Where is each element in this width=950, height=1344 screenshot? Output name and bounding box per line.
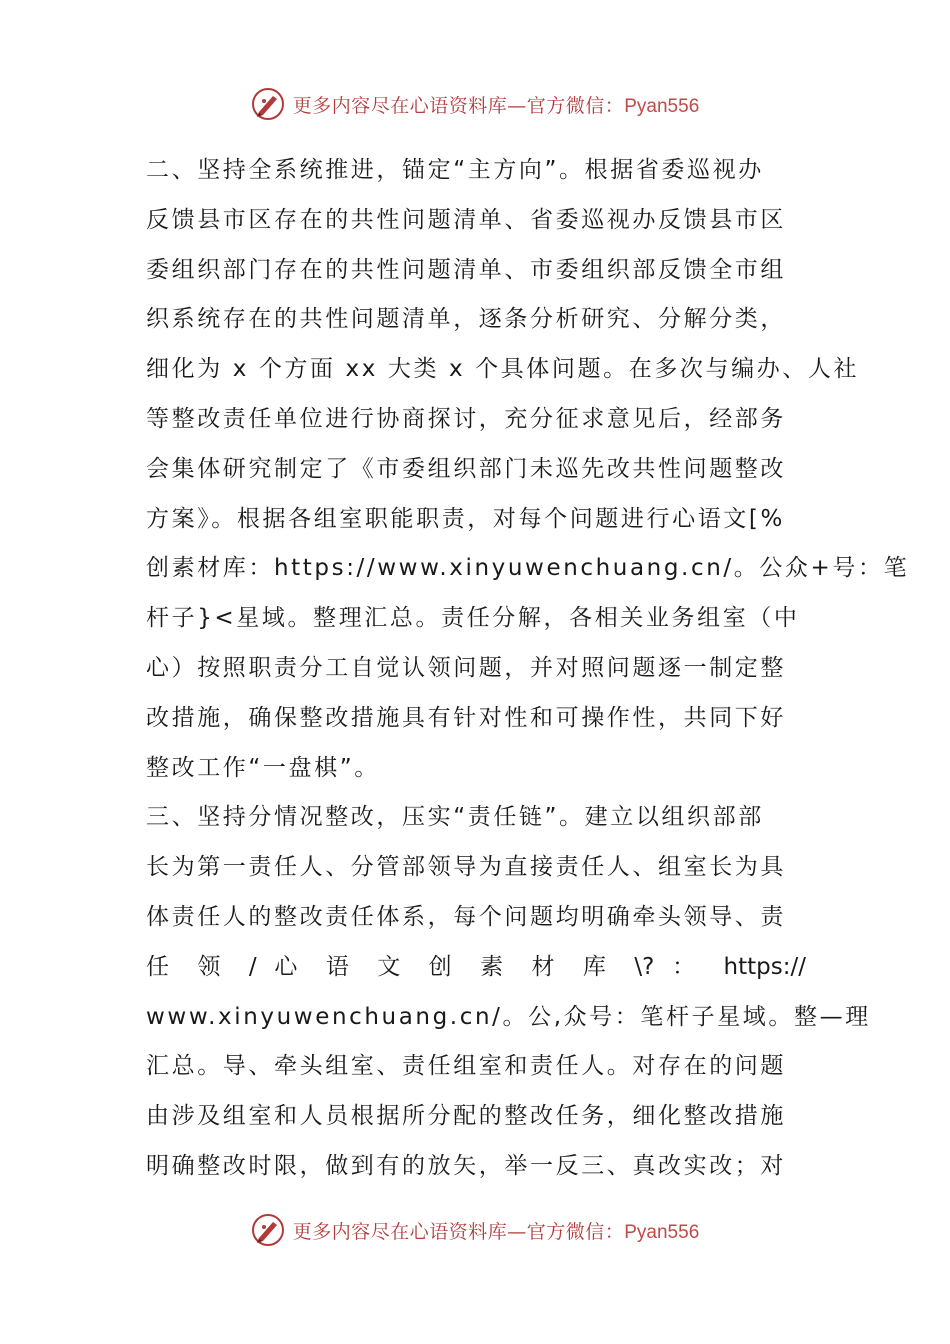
banner-text: 更多内容尽在心语资料库—官方微信：Pyan556	[292, 94, 700, 117]
footer-banner	[0, 1210, 950, 1250]
text-line: 细化为 x 个方面 xx 大类 x 个具体问题。在多次与编办、人社	[146, 356, 860, 383]
text-line: www.xinyuwenchuang.cn/。公,众号：笔杆子星域。整—理	[146, 1003, 871, 1030]
text-line: 反馈县市区存在的共性问题清单、省委巡视办反馈县市区	[146, 206, 786, 233]
text-line: 二、坚持全系统推进，锚定“主方向”。根据省委巡视办	[146, 157, 764, 183]
text-line: 方案》。根据各组室职能职责，对每个问题进行心语文[%	[146, 505, 785, 532]
pen-logo-icon	[251, 87, 285, 121]
text-line: 整改工作“一盘棋”。	[146, 754, 380, 781]
text-line: 三、坚持分情况整改，压实“责任链”。建立以组织部部	[146, 804, 764, 831]
text-line: 等整改责任单位进行协商探讨，充分征求意见后，经部务	[146, 405, 786, 432]
wechat-id: Pyan556	[624, 95, 700, 117]
text-line: 汇总。导、牵头组室、责任组室和责任人。对存在的问题	[146, 1053, 786, 1080]
text-line: 改措施，确保整改措施具有针对性和可操作性，共同下好	[146, 704, 786, 731]
text-line: 明确整改时限，做到有的放矢，举一反三、真改实改；对	[146, 1152, 786, 1179]
banner-text: 更多内容尽在心语资料库—官方微信：Pyan556	[292, 1220, 700, 1243]
text-line: 杆子}<星域。整理汇总。责任分解，各相关业务组室（中	[146, 605, 800, 632]
text-line: 体责任人的整改责任体系，每个问题均明确牵头领导、责	[146, 903, 786, 930]
pen-logo-icon	[251, 1213, 285, 1247]
text-line: 创素材库：https://www.xinyuwenchuang.cn/。公众+号：笔	[146, 555, 910, 582]
wechat-id: Pyan556	[624, 1221, 700, 1243]
text-line: 会集体研究制定了《市委组织部门未巡先改共性问题整改	[146, 455, 786, 482]
text-line: 委组织部门存在的共性问题清单、市委组织部反馈全市组	[146, 256, 786, 283]
text-line: 长为第一责任人、分管部领导为直接责任人、组室长为具	[146, 854, 786, 881]
header-banner	[0, 84, 950, 124]
text-line: 心）按照职责分工自觉认领问题，并对照问题逐一制定整	[146, 654, 786, 681]
text-line: 任 领 / 心 语 文 创 素 材 库 \? ： https://	[146, 953, 806, 980]
text-line: 织系统存在的共性问题清单，逐条分析研究、分解分类，	[146, 306, 786, 333]
document-body	[146, 146, 910, 1192]
text-line: 由涉及组室和人员根据所分配的整改任务，细化整改措施	[146, 1103, 786, 1130]
